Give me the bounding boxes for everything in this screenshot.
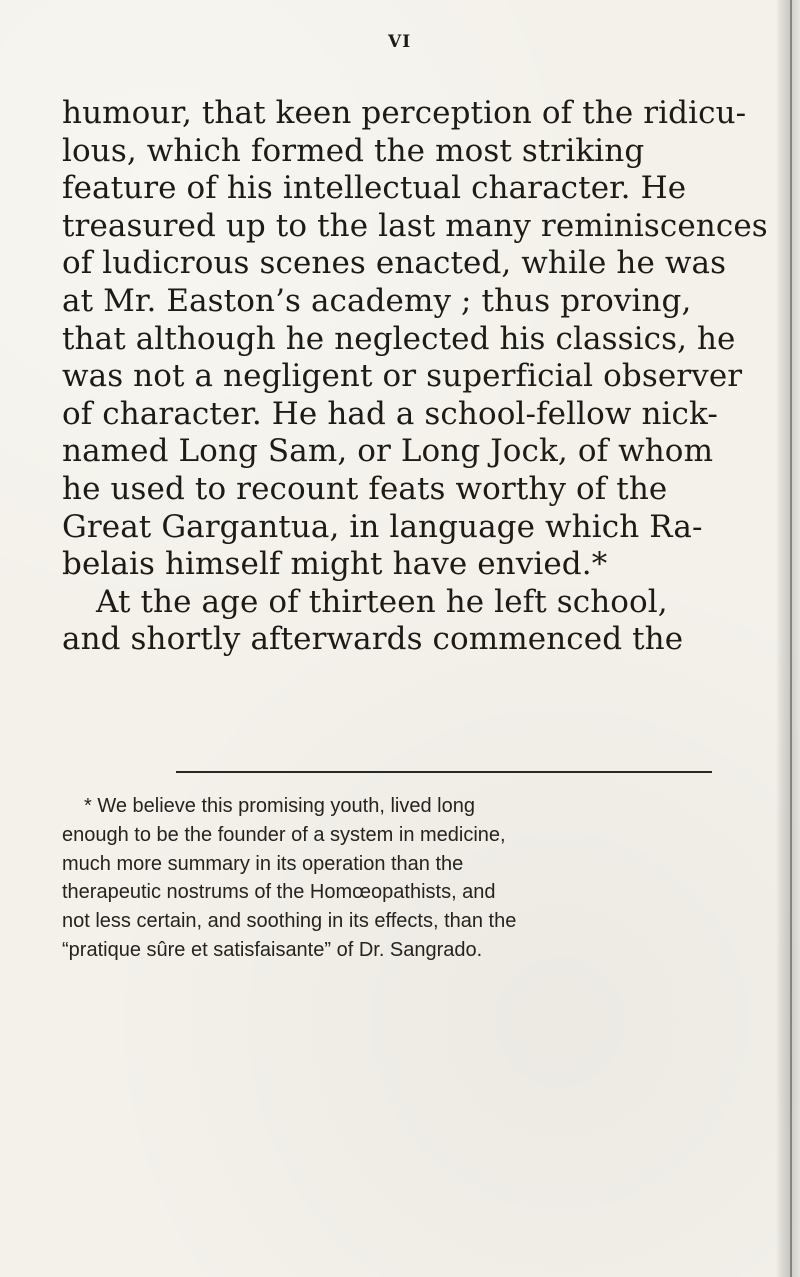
footnote-line: “pratique sûre et satisfaisante” of Dr. Sangrado. xyxy=(62,938,483,961)
footnote-line: enough to be the founder of a system in medicine, xyxy=(62,823,506,846)
text-line: humour, that keen perception of the ridicu- xyxy=(62,95,747,131)
text-line: at Mr. Easton’s academy ; thus proving, xyxy=(62,282,692,319)
footnote-line: much more summary in its operation than the xyxy=(62,852,464,875)
text-line: At the age of thirteen he left school, xyxy=(96,583,668,620)
text-line: named Long Sam, or Long Jock, of whom xyxy=(62,433,714,470)
footnote-line: * We believe this promising youth, lived long xyxy=(84,795,475,817)
footnote-block xyxy=(62,792,722,965)
main-text-block xyxy=(62,95,768,659)
text-line: Great Gargantua, in language which Ra- xyxy=(62,508,703,545)
page-edge-shadow xyxy=(776,0,800,1277)
text-line: treasured up to the last many reminiscences xyxy=(62,207,768,244)
text-line: and shortly afterwards commenced the xyxy=(62,621,684,658)
text-line: was not a negligent or superficial observer xyxy=(62,358,743,395)
footnote-line: therapeutic nostrums of the Homœopathists, and xyxy=(62,881,496,904)
text-line: of ludicrous scenes enacted, while he was xyxy=(62,245,727,282)
text-line: feature of his intellectual character. He xyxy=(62,170,687,207)
text-line: that although he neglected his classics, he xyxy=(62,320,736,357)
footnote-line: not less certain, and soothing in its effects, than the xyxy=(62,910,517,933)
footnote-divider xyxy=(176,771,712,773)
text-line: he used to recount feats worthy of the xyxy=(62,470,668,507)
page-number: VI xyxy=(388,32,412,52)
text-line: of character. He had a school-fellow nick- xyxy=(62,395,718,432)
text-line: belais himself might have envied.* xyxy=(62,546,608,583)
text-line: lous, which formed the most striking xyxy=(62,132,645,169)
